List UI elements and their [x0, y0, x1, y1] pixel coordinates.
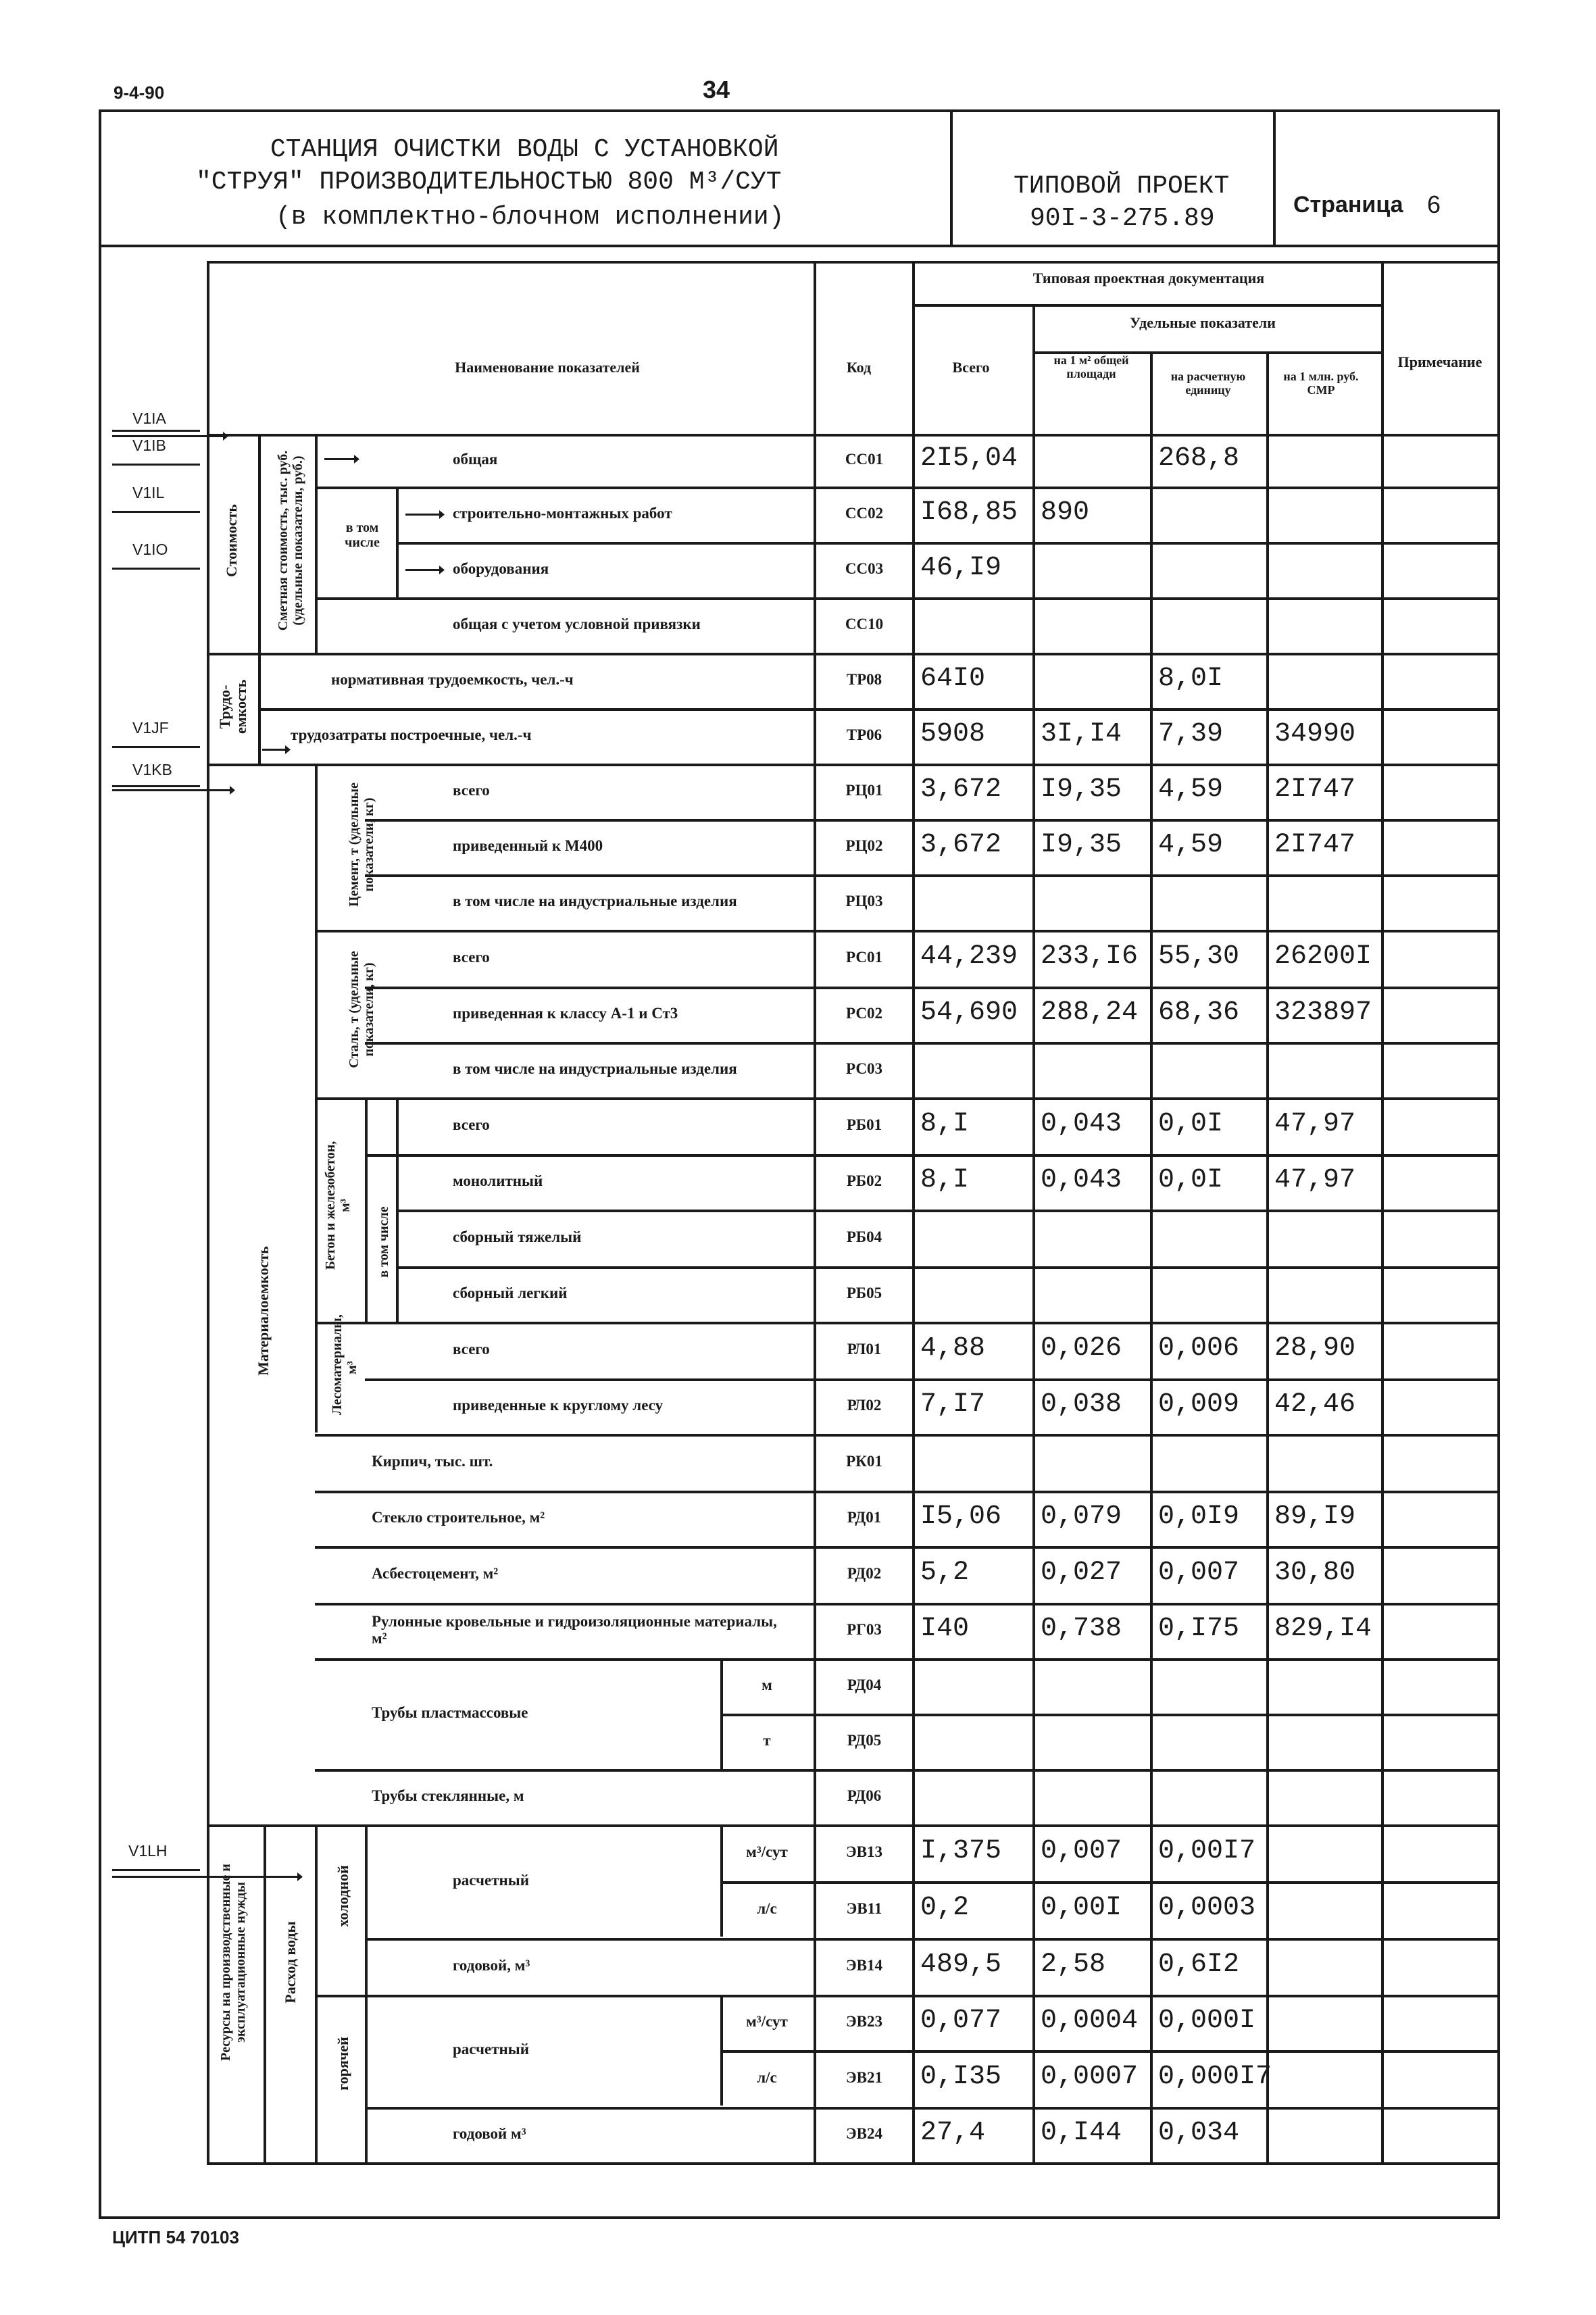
row-name: монолитный: [453, 1172, 543, 1189]
cell-unit: 0,006: [1158, 1333, 1240, 1364]
grid-line: [207, 764, 1497, 766]
header-per-m2: на 1 м² общей площади: [1053, 353, 1129, 380]
title-line-1: СТАНЦИЯ ОЧИСТКИ ВОДЫ С УСТАНОВКОЙ: [270, 135, 779, 164]
row-code: РД02: [847, 1565, 882, 1582]
grid-line: [315, 1995, 814, 1997]
grid-line: [396, 542, 814, 545]
cell-total: 0,2: [920, 1893, 970, 1923]
group-cost-sub: Сметная стоимость, тыс. руб. (удельные показатели, руб.): [276, 450, 305, 631]
cell-mln: 34990: [1274, 719, 1356, 749]
side-pointer-icon: [112, 435, 227, 437]
row-code: ТР06: [846, 726, 882, 743]
grid-line: [912, 304, 1381, 307]
grid-line: [814, 1603, 1497, 1605]
row-name: приведенный к М400: [453, 837, 603, 854]
grid-line: [814, 819, 1497, 822]
group-steel: Сталь, т (удельные показатели, кг): [347, 951, 376, 1068]
grid-line: [315, 434, 318, 653]
row-code: ЭВ21: [846, 2069, 882, 2086]
row-name: приведенные к круглому лесу: [453, 1397, 664, 1414]
grid-line: [396, 1210, 814, 1212]
grid-line: [720, 1714, 814, 1716]
row-unit-label: м³/сут: [746, 2013, 788, 2030]
row-code: РД04: [847, 1676, 882, 1693]
row-code: РК01: [846, 1453, 882, 1470]
grid-line: [814, 542, 1497, 545]
cell-mln: 89,I9: [1274, 1501, 1356, 1532]
side-tick: [112, 746, 200, 748]
cell-unit: 4,59: [1158, 774, 1224, 805]
grid-line: [814, 2107, 1497, 2110]
grid-line: [814, 1995, 1497, 1997]
grid-line: [814, 1042, 1497, 1045]
side-label-v1lh: V1LH: [128, 1842, 168, 1860]
project-number: 90I-3-275.89: [1030, 204, 1215, 233]
grid-line: [814, 1097, 1497, 1100]
grid-line: [814, 1491, 1497, 1493]
cell-m2: 0,00I: [1041, 1893, 1122, 1923]
row-name: Рулонные кровельные и гидроизоляционные материалы, м²: [372, 1613, 777, 1647]
cell-mln: 2I747: [1274, 774, 1356, 805]
grid-line: [814, 1266, 1497, 1269]
grid-line: [315, 1097, 814, 1100]
side-pointer-icon: [112, 789, 234, 791]
row-unit-label: м³/сут: [746, 1843, 788, 1860]
row-name: годовой м³: [453, 2125, 526, 2142]
header-name: Наименование показателей: [455, 359, 640, 376]
group-resources: Ресурсы на производственные и эксплуатационные нужды: [218, 1864, 248, 2061]
grid-line: [814, 987, 1497, 989]
header-group: Типовая проектная документация: [1032, 270, 1265, 287]
grid-line: [720, 1824, 723, 1937]
grid-line: [814, 1434, 1497, 1437]
side-label-v1io: V1IO: [132, 541, 168, 558]
grid-line: [365, 819, 814, 822]
cell-m2: 0,079: [1041, 1501, 1122, 1532]
grid-line: [315, 1603, 814, 1605]
grid-line: [207, 261, 1497, 264]
cell-m2: 0,043: [1041, 1109, 1122, 1139]
cell-mln: 47,97: [1274, 1165, 1356, 1195]
grid-line: [814, 1769, 1497, 1772]
grid-line: [258, 434, 261, 653]
cell-unit: 0,0I9: [1158, 1501, 1240, 1532]
cell-total: 54,690: [920, 997, 1018, 1028]
grid-line: [365, 1154, 814, 1157]
header-code: Код: [846, 359, 872, 376]
cell-m2: 0,007: [1041, 1836, 1122, 1866]
grid-line: [207, 2162, 1497, 2165]
grid-line: [315, 597, 814, 600]
grid-line: [365, 987, 814, 989]
row-name: приведенная к классу А-1 и Ст3: [453, 1005, 678, 1022]
row-code: РС03: [846, 1060, 882, 1077]
cell-total: 2I5,04: [920, 443, 1018, 474]
grid-line: [814, 1546, 1497, 1549]
grid-line: [315, 487, 814, 489]
row-name: Стекло строительное, м²: [372, 1509, 545, 1526]
row-name: общая с учетом условной привязки: [453, 616, 701, 632]
cell-total: 4,88: [920, 1333, 986, 1364]
cell-m2: I9,35: [1041, 774, 1122, 805]
row-code: РЛ02: [847, 1397, 882, 1414]
cell-total: 3,672: [920, 774, 1002, 805]
header-note: Примечание: [1397, 353, 1482, 370]
cell-m2: 0,0007: [1041, 2062, 1139, 2092]
cell-total: 0,077: [920, 2006, 1002, 2036]
grid-line: [814, 1881, 1497, 1884]
side-tick: [112, 1869, 200, 1871]
row-name: нормативная трудоемкость, чел.-ч: [331, 671, 574, 688]
cell-total: 46,I9: [920, 553, 1002, 583]
group-materials: Материалоемкость: [254, 1246, 272, 1376]
grid-line: [720, 1881, 814, 1884]
cell-m2: 0,027: [1041, 1558, 1122, 1588]
grid-line: [315, 1658, 814, 1661]
cell-total: I5,06: [920, 1501, 1002, 1532]
cell-unit: 68,36: [1158, 997, 1240, 1028]
grid-line: [315, 1434, 814, 1437]
row-code: РБ05: [846, 1285, 882, 1301]
cell-total: 0,I35: [920, 2062, 1002, 2092]
grid-line: [814, 708, 1497, 711]
row-code: СС03: [845, 560, 884, 577]
cell-unit: 0,0I: [1158, 1109, 1224, 1139]
row-name: общая: [453, 451, 498, 468]
cell-unit: 4,59: [1158, 830, 1224, 860]
footer-code: ЦИТП 54 70103: [112, 2227, 239, 2247]
row-name: строительно-монтажных работ: [453, 505, 672, 522]
row-name: расчетный: [453, 1872, 529, 1889]
grid-line: [814, 2050, 1497, 2053]
row-code: РБ04: [846, 1228, 882, 1245]
cell-total: 27,4: [920, 2118, 986, 2148]
cell-m2: 0,026: [1041, 1333, 1122, 1364]
page-number: 34: [703, 76, 730, 103]
grid-line: [814, 487, 1497, 489]
grid-line: [396, 1266, 814, 1269]
grid-line: [1150, 351, 1153, 2162]
page-label: Страница: [1293, 192, 1403, 218]
grid-line: [365, 1042, 814, 1045]
grid-line: [207, 1824, 1497, 1827]
row-name: оборудования: [453, 560, 549, 577]
group-cold: холодной: [334, 1865, 351, 1927]
row-unit-label: л/с: [757, 1900, 777, 1917]
row-unit-label: м: [762, 1676, 772, 1693]
row-name: расчетный: [453, 2041, 529, 2058]
grid-line: [814, 1658, 1497, 1661]
grid-line: [315, 1322, 814, 1324]
row-code: РД06: [847, 1787, 882, 1804]
header-subgroup: Удельные показатели: [1130, 314, 1276, 331]
row-code: СС01: [845, 451, 884, 468]
cell-unit: 7,39: [1158, 719, 1224, 749]
group-concrete: Бетон и железобетон, м³: [323, 1141, 353, 1270]
cell-total: 3,672: [920, 830, 1002, 860]
cell-mln: 26200I: [1274, 941, 1372, 972]
side-label-v1kb: V1KB: [132, 761, 172, 778]
grid-line: [365, 1378, 814, 1381]
row-code: РЛ01: [847, 1341, 882, 1358]
cell-unit: 55,30: [1158, 941, 1240, 972]
row-code: РЦ03: [845, 893, 883, 910]
side-tick: [112, 785, 200, 787]
grid-line: [814, 1714, 1497, 1716]
cell-mln: 30,80: [1274, 1558, 1356, 1588]
row-name: в том числе на индустриальные изделия: [453, 1060, 737, 1077]
cell-m2: 288,24: [1041, 997, 1139, 1028]
grid-line: [315, 930, 814, 932]
row-name: сборный легкий: [453, 1285, 568, 1301]
cell-total: 8,I: [920, 1109, 970, 1139]
cell-unit: 0,000I: [1158, 2006, 1256, 2036]
cell-total: 7,I7: [920, 1389, 986, 1420]
row-name: сборный тяжелый: [453, 1228, 582, 1245]
grid-line: [814, 1210, 1497, 1212]
cell-total: 489,5: [920, 1949, 1002, 1980]
side-tick: [112, 511, 200, 513]
row-name: в том числе на индустриальные изделия: [453, 893, 737, 910]
cell-unit: 0,00I7: [1158, 1836, 1256, 1866]
cell-unit: 0,0003: [1158, 1893, 1256, 1923]
grid-line: [207, 653, 1497, 655]
cell-mln: 28,90: [1274, 1333, 1356, 1364]
row-code: РС01: [846, 949, 882, 966]
cell-m2: 3I,I4: [1041, 719, 1122, 749]
row-code: ЭВ14: [846, 1957, 882, 1974]
cell-m2: 0,738: [1041, 1614, 1122, 1644]
grid-line: [814, 1378, 1497, 1381]
grid-line: [814, 930, 1497, 932]
row-code: РБ02: [846, 1172, 882, 1189]
header-total: Всего: [952, 359, 990, 376]
side-label-v1ia: V1IA: [132, 409, 166, 427]
grid-line: [315, 1546, 814, 1549]
cell-m2: 0,I44: [1041, 2118, 1122, 2148]
row-code: РД05: [847, 1732, 882, 1749]
row-name: всего: [453, 782, 490, 799]
cell-mln: 323897: [1274, 997, 1372, 1028]
grid-line: [207, 434, 1497, 437]
cell-mln: 42,46: [1274, 1389, 1356, 1420]
row-code: СС02: [845, 505, 884, 522]
side-label-v1il: V1IL: [132, 484, 165, 501]
grid-line: [814, 874, 1497, 877]
row-unit-label: т: [763, 1732, 771, 1749]
grid-line: [814, 597, 1497, 600]
cell-unit: 0,I75: [1158, 1614, 1240, 1644]
grid-line: [365, 874, 814, 877]
row-code: РБ01: [846, 1116, 882, 1133]
pointer-arrow-icon: [405, 569, 443, 571]
row-code: РЦ02: [845, 837, 883, 854]
cell-total: I40: [920, 1614, 970, 1644]
row-name: всего: [453, 949, 490, 966]
cell-total: 44,239: [920, 941, 1018, 972]
grid-line: [365, 1938, 814, 1941]
cell-m2: 0,0004: [1041, 2006, 1139, 2036]
row-name: Трубы пластмассовые: [372, 1704, 528, 1721]
grid-line: [365, 1824, 368, 2162]
pointer-arrow-icon: [324, 458, 358, 460]
row-code: ЭВ24: [846, 2125, 882, 2142]
cell-mln: 2I747: [1274, 830, 1356, 860]
title-line-3: (в комплектно-блочном исполнении): [276, 203, 784, 232]
cell-unit: 0,000I7: [1158, 2062, 1272, 2092]
cell-total: 5908: [920, 719, 986, 749]
cell-mln: 829,I4: [1274, 1614, 1372, 1644]
side-tick: [112, 568, 200, 570]
header-per-mln: на 1 млн. руб. СМР: [1283, 370, 1359, 397]
pointer-arrow-icon: [262, 749, 289, 751]
cell-m2: 0,038: [1041, 1389, 1122, 1420]
side-tick: [112, 464, 200, 466]
row-code: ТР08: [846, 671, 882, 688]
row-code: ЭВ13: [846, 1843, 882, 1860]
cell-m2: 233,I6: [1041, 941, 1139, 972]
row-code: РС02: [846, 1005, 882, 1022]
grid-line: [1266, 351, 1269, 2162]
group-labor: Трудо-емкость: [216, 679, 249, 734]
page-value: 6: [1427, 191, 1441, 218]
group-water: Расход воды: [281, 1921, 299, 2003]
group-cement: Цемент, т (удельные показатели, кг): [347, 782, 376, 907]
cell-m2: 0,043: [1041, 1165, 1122, 1195]
grid-line: [365, 1097, 368, 1322]
grid-line: [814, 1322, 1497, 1324]
project-label: ТИПОВОЙ ПРОЕКТ: [1014, 172, 1230, 201]
grid-line: [315, 1769, 814, 1772]
cell-m2: 890: [1041, 497, 1090, 528]
row-name: Асбестоцемент, м²: [372, 1565, 499, 1582]
title-line-2: "СТРУЯ" ПРОИЗВОДИТЕЛЬНОСТЬЮ 800 М³/СУТ: [196, 168, 782, 197]
cell-m2: 2,58: [1041, 1949, 1106, 1980]
cell-unit: 0,009: [1158, 1389, 1240, 1420]
cell-total: 64I0: [920, 664, 986, 694]
row-name: всего: [453, 1116, 490, 1133]
cell-unit: 0,6I2: [1158, 1949, 1240, 1980]
group-concrete-incl: в том числе: [376, 1206, 391, 1278]
grid-line: [720, 2050, 814, 2053]
cell-unit: 0,007: [1158, 1558, 1240, 1588]
group-incl: в том числе: [345, 520, 380, 550]
cell-m2: I9,35: [1041, 830, 1122, 860]
doc-code: 9-4-90: [114, 82, 165, 103]
pointer-arrow-icon: [405, 514, 443, 516]
row-name: Кирпич, тыс. шт.: [372, 1453, 493, 1470]
grid-line: [814, 1938, 1497, 1941]
cell-mln: 47,97: [1274, 1109, 1356, 1139]
cell-total: 8,I: [920, 1165, 970, 1195]
grid-line: [315, 1491, 814, 1493]
row-name: трудозатраты построечные, чел.-ч: [291, 726, 532, 743]
side-pointer-icon: [112, 1876, 301, 1878]
row-code: СС10: [845, 616, 884, 632]
cell-unit: 0,034: [1158, 2118, 1240, 2148]
grid-line: [365, 2107, 814, 2110]
grid-line: [264, 1824, 266, 2162]
row-name: годовой, м³: [453, 1957, 530, 1974]
side-label-v1jf: V1JF: [132, 719, 169, 737]
row-code: РД01: [847, 1509, 882, 1526]
cell-total: 5,2: [920, 1558, 970, 1588]
cell-unit: 8,0I: [1158, 664, 1224, 694]
group-cost: Стоимость: [222, 504, 240, 577]
group-hot: горячей: [334, 2037, 351, 2091]
header-per-unit: на расчетную единицу: [1170, 370, 1246, 397]
cell-unit: 0,0I: [1158, 1165, 1224, 1195]
group-timber: Лесоматериалы, м³: [330, 1314, 359, 1415]
grid-line: [315, 1824, 318, 2162]
cell-total: I68,85: [920, 497, 1018, 528]
row-code: РЦ01: [845, 782, 883, 799]
grid-line: [814, 1154, 1497, 1157]
cell-total: I,375: [920, 1836, 1002, 1866]
cell-unit: 268,8: [1158, 443, 1240, 474]
side-tick: [112, 430, 200, 432]
side-label-v1ib: V1IB: [132, 437, 166, 454]
row-name: Трубы стеклянные, м: [372, 1787, 524, 1804]
row-unit-label: л/с: [757, 2069, 777, 2086]
row-name: всего: [453, 1341, 490, 1358]
grid-line: [258, 708, 814, 711]
row-code: ЭВ23: [846, 2013, 882, 2030]
row-code: ЭВ11: [846, 1900, 882, 1917]
row-code: РГ03: [847, 1621, 882, 1638]
